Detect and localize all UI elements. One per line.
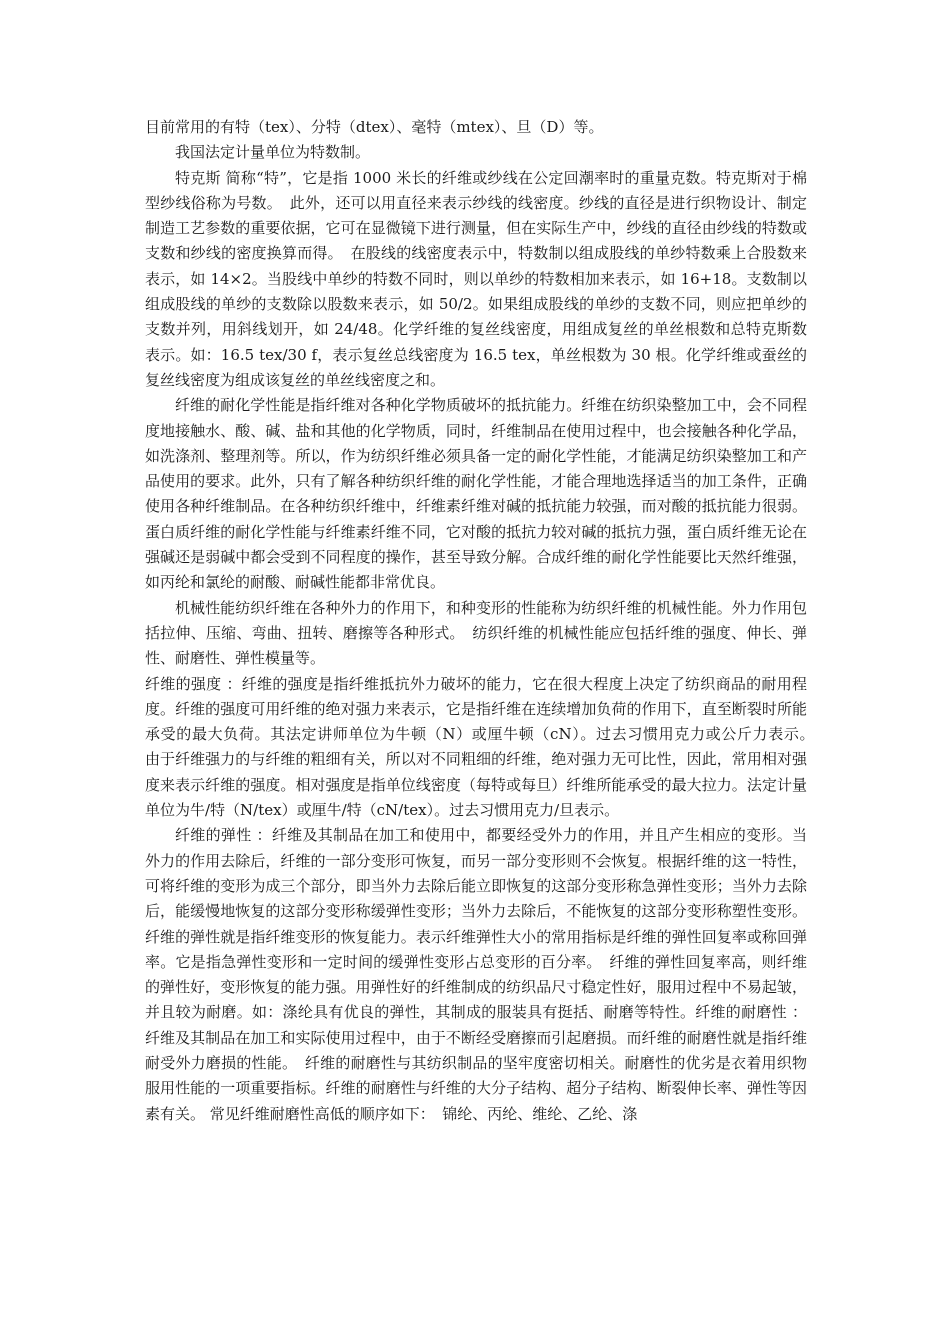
paragraph-6: 纤维的强度 ：纤维的强度是指纤维抵抗外力破坏的能力，它在很大程度上决定了纺织商品的耐用程度。纤维的强度可用纤维的绝对强力来表示，它是指纤维在连续增加负荷的作用下，直至断裂时所能承受的最大负荷。其法定讲师单位为牛顿（N）或厘牛顿（cN）。过去习惯用克力或公斤力表示。 由于纤维强力的与纤维的粗细有关，所以对不同粗细的纤维，绝对强力无可比性，因此，常用相对强度来表示纤维的强度。相对强度是指单位线密度（每特或每旦）纤维所能承受的最大拉力。法定计量单位为牛/特（N/tex）或厘牛/特（cN/tex）。过去习惯用克力/旦表示。 [145,674,823,820]
paragraph-2: 我国法定计量单位为特数制。 [175,143,371,162]
paragraph-4: 纤维的耐化学性能是指纤维对各种化学物质破坏的抵抗能力。纤维在纺织染整加工中，会不同程度地接触水、酸、碱、盐和其他的化学物质，同时，纤维制品在使用过程中，也会接触各种化学品，如洗涤剂、整理剂等。所以，作为纺织纤维必须具备一定的耐化学性能，才能满足纺织染整加工和产品使用的要求。此外，只有了解各种纺织纤维的耐化学性能，才能合理地选择适当的加工条件，正确使用各种纤维制品。在各种纺织纤维中，纤维素纤维对碱的抵抗能力较强，而对酸的抵抗能力很弱。蛋白质纤维的耐化学性能与纤维素纤维不同，它对酸的抵抗力较对碱的抵抗力强，蛋白质纤维无论在强碱还是弱碱中都会受到不同程度的操作，甚至导致分解。合成纤维的耐化学性能要比天然纤维强，如丙纶和氯纶的耐酸、耐碱性能都非常优良。 [145,396,807,592]
paragraph-3: 特克斯 简称“特”，它是指 1000 米长的纤维或纱线在公定回潮率时的重量克数。特克斯对于棉型纱线俗称为号数。 此外，还可以用直径来表示纱线的线密度。纱线的直径是进行织物设计、制定制造工艺参数的重要依据，它可在显微镜下进行测量，但在实际生产中，纱线的直径由纱线的特数或支数和纱线的密度换算而得。 在股线的线密度表示中，特数制以组成股线的单纱特数乘上合股数来表示，如 14×2。当股线中单纱的特数不同时，则以单纱的特数相加来表示，如 16+18。支数制以组成股线的单纱的支数除以股数来表示，如 50/2。如果组成股线的单纱的支数不同，则应把单纱的支数并列，用斜线划开，如 24/48。化学纤维的复丝线密度，用组成复丝的单丝根数和总特克斯数表示。如：16.5 tex/30 f，表示复丝总线密度为 16.5 tex，单丝根数为 30 根。化学纤维或蚕丝的复丝线密度为组成该复丝的单丝线密度之和。 [145,168,807,389]
document-body [145,115,823,1127]
paragraph-5: 机械性能纺织纤维在各种外力的作用下，和种变形的性能称为纺织纤维的机械性能。外力作用包括拉伸、压缩、弯曲、扭转、磨擦等各种形式。 纺织纤维的机械性能应包括纤维的强度、伸长、弹性、耐磨性、弹性模量等。 [145,598,807,668]
paragraph-7: 纤维的弹性 ：纤维及其制品在加工和使用中，都要经受外力的作用，并且产生相应的变形。当外力的作用去除后，纤维的一部分变形可恢复，而另一部分变形则不会恢复。根据纤维的这一特性，可将纤维的变形为成三个部分，即当外力去除后能立即恢复的这部分变形称急弹性变形；当外力去除后，能缓慢地恢复的这部分变形称缓弹性变形；当外力去除后，不能恢复的这部分变形称塑性变形。纤维的弹性就是指纤维变形的恢复能力。表示纤维弹性大小的常用指标是纤维的弹性回复率或称回弹率。它是指急弹性变形和一定时间的缓弹性变形占总变形的百分率。 纤维的弹性回复率高，则纤维的弹性好，变形恢复的能力强。用弹性好的纤维制成的纺织品尺寸稳定性好，服用过程中不易起皱，并且较为耐磨。如：涤纶具有优良的弹性，其制成的服装具有挺括、耐磨等特性。纤维的耐磨性 ：纤维及其制品在加工和实际使用过程中，由于不断经受磨擦而引起磨损。而纤维的耐磨性就是指纤维耐受外力磨损的性能。 纤维的耐磨性与其纺织制品的坚牢度密切相关。耐磨性的优劣是衣着用织物服用性能的一项重要指标。纤维的耐磨性与纤维的大分子结构、超分子结构、断裂伸长率、弹性等因素有关。 常见纤维耐磨性高低的顺序如下： 锦纶、丙纶、维纶、乙纶、涤 [145,826,807,1123]
paragraph-1: 目前常用的有特（tex）、分特（dtex）、毫特（mtex）、旦（D）等。 [145,118,604,136]
